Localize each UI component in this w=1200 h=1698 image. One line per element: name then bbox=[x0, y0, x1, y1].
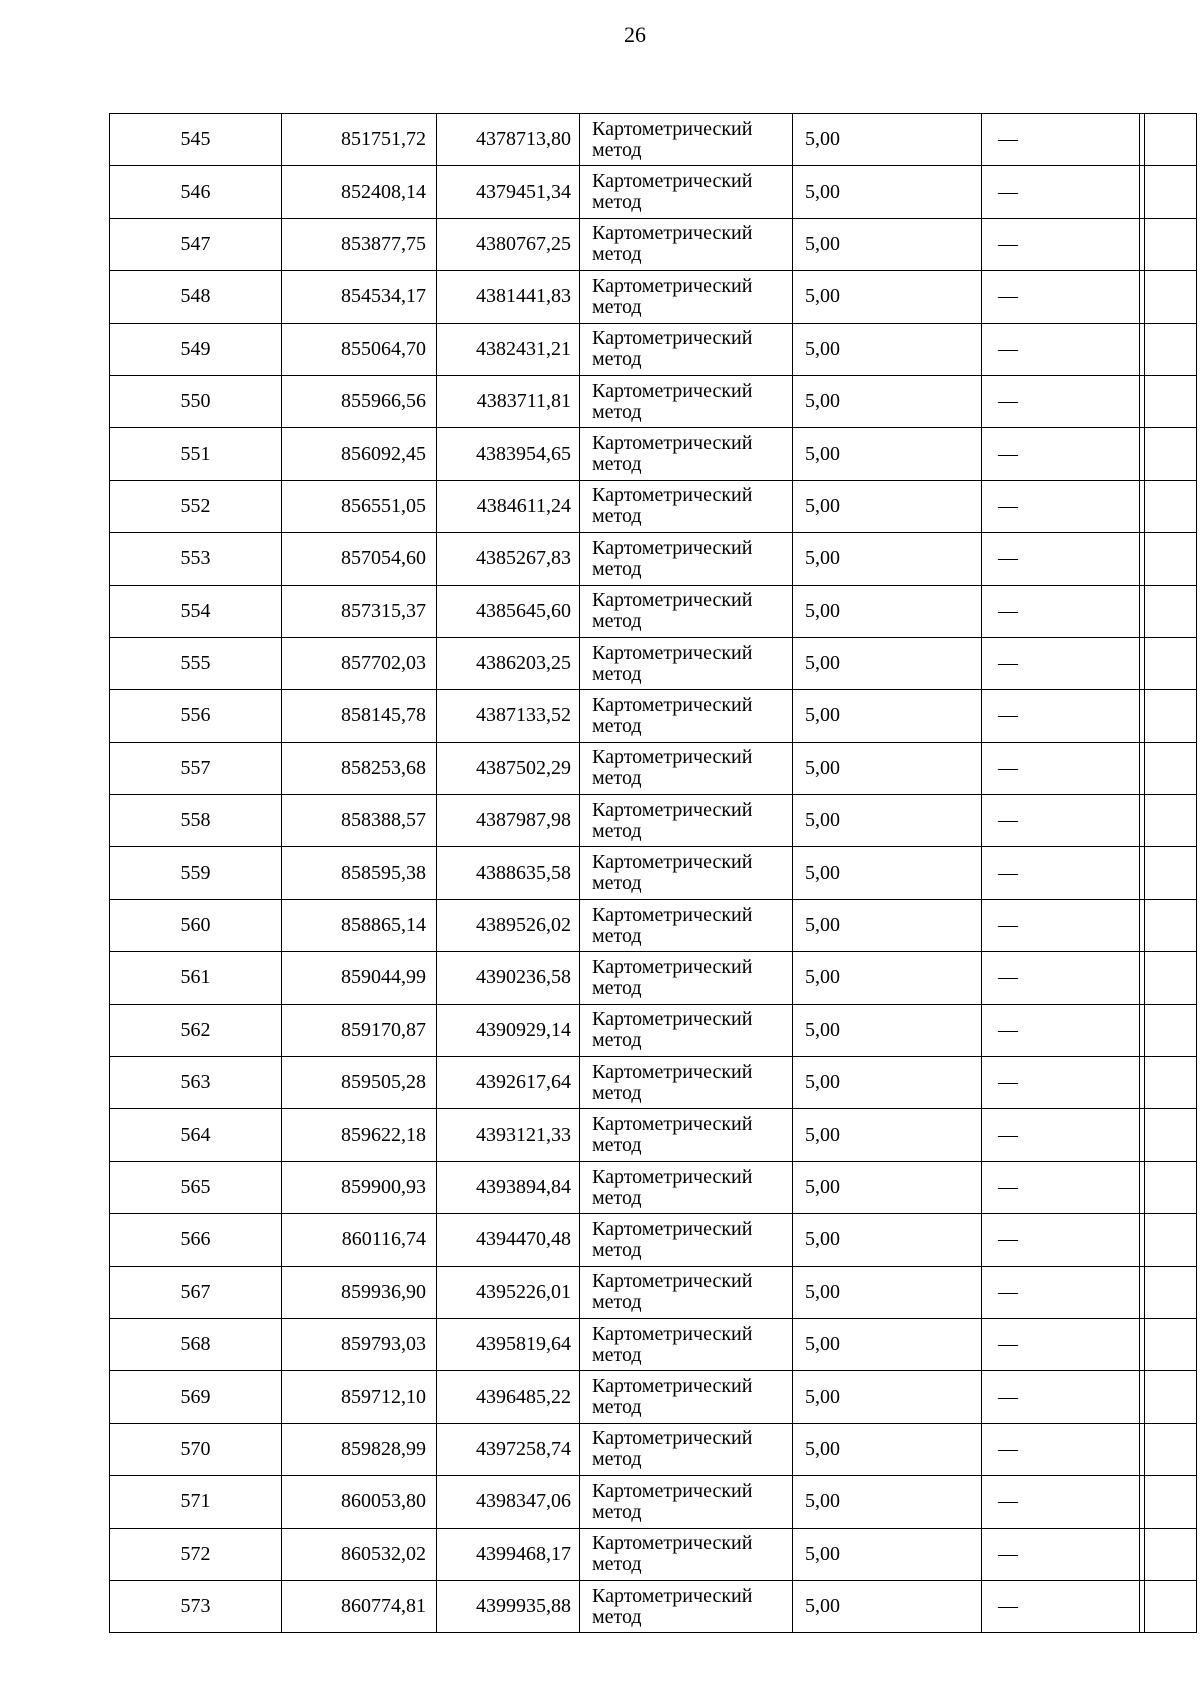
y-coordinate-cell: 4390929,14 bbox=[437, 1004, 580, 1056]
point-number-cell: 553 bbox=[110, 533, 282, 585]
x-coordinate-cell: 856092,45 bbox=[282, 428, 437, 480]
table-row bbox=[110, 952, 1197, 1004]
table-row bbox=[110, 428, 1197, 480]
point-number-cell: 559 bbox=[110, 847, 282, 899]
accuracy-cell: 5,00 bbox=[793, 375, 982, 427]
description-cell: — bbox=[982, 1214, 1197, 1266]
x-coordinate-cell: 857315,37 bbox=[282, 585, 437, 637]
description-cell: — bbox=[982, 166, 1197, 218]
point-number-cell: 573 bbox=[110, 1580, 282, 1632]
accuracy-cell: 5,00 bbox=[793, 323, 982, 375]
method-line-1: Картометрический bbox=[592, 1532, 753, 1555]
method-line-1: Картометрический bbox=[592, 641, 753, 664]
point-number-cell: 561 bbox=[110, 952, 282, 1004]
y-coordinate-cell: 4395226,01 bbox=[437, 1266, 580, 1318]
method-line-2: метод bbox=[592, 1396, 642, 1419]
accuracy-cell: 5,00 bbox=[793, 533, 982, 585]
method-line-1: Картометрический bbox=[592, 117, 753, 140]
y-coordinate-cell: 4397258,74 bbox=[437, 1423, 580, 1475]
accuracy-cell: 5,00 bbox=[793, 1214, 982, 1266]
accuracy-cell: 5,00 bbox=[793, 1266, 982, 1318]
description-cell: — bbox=[982, 375, 1197, 427]
point-number-cell: 563 bbox=[110, 1057, 282, 1109]
table-row bbox=[110, 637, 1197, 689]
method-cell bbox=[580, 323, 793, 375]
description-cell: — bbox=[982, 323, 1197, 375]
method-cell bbox=[580, 1371, 793, 1423]
x-coordinate-cell: 855966,56 bbox=[282, 375, 437, 427]
accuracy-cell: 5,00 bbox=[793, 847, 982, 899]
method-line-1: Картометрический bbox=[592, 1113, 753, 1136]
method-cell bbox=[580, 585, 793, 637]
description-cell: — bbox=[982, 1528, 1197, 1580]
method-cell bbox=[580, 271, 793, 323]
coordinates-table bbox=[109, 113, 1197, 1633]
method-line-2: метод bbox=[592, 767, 642, 790]
accuracy-cell: 5,00 bbox=[793, 899, 982, 951]
method-line-2: метод bbox=[592, 453, 642, 476]
method-line-2: метод bbox=[592, 505, 642, 528]
method-line-1: Картометрический bbox=[592, 1322, 753, 1345]
method-line-1: Картометрический bbox=[592, 589, 753, 612]
method-line-1: Картометрический bbox=[592, 274, 753, 297]
x-coordinate-cell: 858253,68 bbox=[282, 742, 437, 794]
method-line-1: Картометрический bbox=[592, 1165, 753, 1188]
x-coordinate-cell: 859712,10 bbox=[282, 1371, 437, 1423]
point-number-cell: 570 bbox=[110, 1423, 282, 1475]
description-cell: — bbox=[982, 533, 1197, 585]
y-coordinate-cell: 4399935,88 bbox=[437, 1580, 580, 1632]
y-coordinate-cell: 4385645,60 bbox=[437, 585, 580, 637]
method-cell bbox=[580, 533, 793, 585]
point-number-cell: 552 bbox=[110, 480, 282, 532]
description-cell: — bbox=[982, 428, 1197, 480]
method-line-2: метод bbox=[592, 348, 642, 371]
method-line-1: Картометрический bbox=[592, 1427, 753, 1450]
accuracy-cell: 5,00 bbox=[793, 585, 982, 637]
table-row bbox=[110, 742, 1197, 794]
y-coordinate-cell: 4379451,34 bbox=[437, 166, 580, 218]
method-line-1: Картометрический bbox=[592, 1008, 753, 1031]
accuracy-cell: 5,00 bbox=[793, 428, 982, 480]
table-row bbox=[110, 690, 1197, 742]
x-coordinate-cell: 859793,03 bbox=[282, 1318, 437, 1370]
accuracy-cell: 5,00 bbox=[793, 1057, 982, 1109]
point-number-cell: 565 bbox=[110, 1161, 282, 1213]
y-coordinate-cell: 4383711,81 bbox=[437, 375, 580, 427]
point-number-cell: 560 bbox=[110, 899, 282, 951]
y-coordinate-cell: 4390236,58 bbox=[437, 952, 580, 1004]
x-coordinate-cell: 857702,03 bbox=[282, 637, 437, 689]
accuracy-cell: 5,00 bbox=[793, 480, 982, 532]
table-row bbox=[110, 166, 1197, 218]
method-line-2: метод bbox=[592, 819, 642, 842]
method-cell bbox=[580, 637, 793, 689]
method-line-2: метод bbox=[592, 1134, 642, 1157]
accuracy-cell: 5,00 bbox=[793, 637, 982, 689]
description-cell: — bbox=[982, 1004, 1197, 1056]
method-line-1: Картометрический bbox=[592, 798, 753, 821]
description-cell: — bbox=[982, 1423, 1197, 1475]
table-row bbox=[110, 1318, 1197, 1370]
table-row bbox=[110, 1423, 1197, 1475]
description-cell: — bbox=[982, 795, 1197, 847]
method-line-2: метод bbox=[592, 662, 642, 685]
description-cell: — bbox=[982, 114, 1197, 166]
accuracy-cell: 5,00 bbox=[793, 1476, 982, 1528]
table-row bbox=[110, 1109, 1197, 1161]
method-line-2: метод bbox=[592, 1291, 642, 1314]
x-coordinate-cell: 853877,75 bbox=[282, 218, 437, 270]
method-line-2: метод bbox=[592, 976, 642, 999]
y-coordinate-cell: 4389526,02 bbox=[437, 899, 580, 951]
y-coordinate-cell: 4384611,24 bbox=[437, 480, 580, 532]
method-line-1: Картометрический bbox=[592, 327, 753, 350]
table-double-border bbox=[1139, 113, 1145, 1633]
x-coordinate-cell: 857054,60 bbox=[282, 533, 437, 585]
description-cell: — bbox=[982, 637, 1197, 689]
method-line-1: Картометрический bbox=[592, 693, 753, 716]
method-line-1: Картометрический bbox=[592, 379, 753, 402]
method-line-2: метод bbox=[592, 1553, 642, 1576]
method-cell bbox=[580, 1161, 793, 1213]
y-coordinate-cell: 4393894,84 bbox=[437, 1161, 580, 1213]
table-row bbox=[110, 1476, 1197, 1528]
method-line-1: Картометрический bbox=[592, 432, 753, 455]
x-coordinate-cell: 855064,70 bbox=[282, 323, 437, 375]
method-cell bbox=[580, 114, 793, 166]
method-cell bbox=[580, 1266, 793, 1318]
x-coordinate-cell: 858388,57 bbox=[282, 795, 437, 847]
y-coordinate-cell: 4396485,22 bbox=[437, 1371, 580, 1423]
method-cell bbox=[580, 166, 793, 218]
table-row bbox=[110, 1161, 1197, 1213]
point-number-cell: 556 bbox=[110, 690, 282, 742]
description-cell: — bbox=[982, 847, 1197, 899]
x-coordinate-cell: 859900,93 bbox=[282, 1161, 437, 1213]
method-line-1: Картометрический bbox=[592, 746, 753, 769]
y-coordinate-cell: 4394470,48 bbox=[437, 1214, 580, 1266]
method-cell bbox=[580, 742, 793, 794]
description-cell: — bbox=[982, 480, 1197, 532]
point-number-cell: 572 bbox=[110, 1528, 282, 1580]
description-cell: — bbox=[982, 1476, 1197, 1528]
x-coordinate-cell: 859044,99 bbox=[282, 952, 437, 1004]
method-line-1: Картометрический bbox=[592, 170, 753, 193]
x-coordinate-cell: 854534,17 bbox=[282, 271, 437, 323]
point-number-cell: 569 bbox=[110, 1371, 282, 1423]
x-coordinate-cell: 858145,78 bbox=[282, 690, 437, 742]
method-cell bbox=[580, 899, 793, 951]
method-line-2: метод bbox=[592, 557, 642, 580]
accuracy-cell: 5,00 bbox=[793, 795, 982, 847]
table-row bbox=[110, 1214, 1197, 1266]
accuracy-cell: 5,00 bbox=[793, 1004, 982, 1056]
method-line-2: метод bbox=[592, 714, 642, 737]
method-line-2: метод bbox=[592, 1343, 642, 1366]
point-number-cell: 548 bbox=[110, 271, 282, 323]
method-line-2: метод bbox=[592, 1500, 642, 1523]
x-coordinate-cell: 860053,80 bbox=[282, 1476, 437, 1528]
table-row bbox=[110, 480, 1197, 532]
y-coordinate-cell: 4382431,21 bbox=[437, 323, 580, 375]
method-cell bbox=[580, 1109, 793, 1161]
accuracy-cell: 5,00 bbox=[793, 114, 982, 166]
description-cell: — bbox=[982, 271, 1197, 323]
method-line-2: метод bbox=[592, 1081, 642, 1104]
method-cell bbox=[580, 1476, 793, 1528]
accuracy-cell: 5,00 bbox=[793, 218, 982, 270]
table-row bbox=[110, 1580, 1197, 1632]
method-line-1: Картометрический bbox=[592, 484, 753, 507]
method-line-2: метод bbox=[592, 924, 642, 947]
description-cell: — bbox=[982, 899, 1197, 951]
table-row bbox=[110, 218, 1197, 270]
method-line-2: метод bbox=[592, 610, 642, 633]
point-number-cell: 567 bbox=[110, 1266, 282, 1318]
method-cell bbox=[580, 1423, 793, 1475]
description-cell: — bbox=[982, 742, 1197, 794]
y-coordinate-cell: 4393121,33 bbox=[437, 1109, 580, 1161]
x-coordinate-cell: 859622,18 bbox=[282, 1109, 437, 1161]
y-coordinate-cell: 4378713,80 bbox=[437, 114, 580, 166]
description-cell: — bbox=[982, 1580, 1197, 1632]
accuracy-cell: 5,00 bbox=[793, 271, 982, 323]
method-cell bbox=[580, 375, 793, 427]
method-line-1: Картометрический bbox=[592, 1375, 753, 1398]
y-coordinate-cell: 4387987,98 bbox=[437, 795, 580, 847]
x-coordinate-cell: 859170,87 bbox=[282, 1004, 437, 1056]
method-line-1: Картометрический bbox=[592, 1217, 753, 1240]
method-line-2: метод bbox=[592, 243, 642, 266]
point-number-cell: 566 bbox=[110, 1214, 282, 1266]
y-coordinate-cell: 4381441,83 bbox=[437, 271, 580, 323]
y-coordinate-cell: 4395819,64 bbox=[437, 1318, 580, 1370]
description-cell: — bbox=[982, 1318, 1197, 1370]
method-line-1: Картометрический bbox=[592, 1270, 753, 1293]
method-line-2: метод bbox=[592, 1238, 642, 1261]
method-line-2: метод bbox=[592, 1448, 642, 1471]
y-coordinate-cell: 4398347,06 bbox=[437, 1476, 580, 1528]
method-line-2: метод bbox=[592, 1186, 642, 1209]
method-line-1: Картометрический bbox=[592, 851, 753, 874]
accuracy-cell: 5,00 bbox=[793, 1371, 982, 1423]
accuracy-cell: 5,00 bbox=[793, 1161, 982, 1213]
description-cell: — bbox=[982, 1057, 1197, 1109]
description-cell: — bbox=[982, 1109, 1197, 1161]
x-coordinate-cell: 859936,90 bbox=[282, 1266, 437, 1318]
table-row bbox=[110, 323, 1197, 375]
method-cell bbox=[580, 952, 793, 1004]
y-coordinate-cell: 4383954,65 bbox=[437, 428, 580, 480]
method-line-2: метод bbox=[592, 191, 642, 214]
point-number-cell: 550 bbox=[110, 375, 282, 427]
method-line-1: Картометрический bbox=[592, 903, 753, 926]
method-cell bbox=[580, 847, 793, 899]
x-coordinate-cell: 859505,28 bbox=[282, 1057, 437, 1109]
accuracy-cell: 5,00 bbox=[793, 690, 982, 742]
method-cell bbox=[580, 428, 793, 480]
table-body bbox=[110, 114, 1197, 1633]
y-coordinate-cell: 4387502,29 bbox=[437, 742, 580, 794]
method-cell bbox=[580, 690, 793, 742]
table-row bbox=[110, 1371, 1197, 1423]
accuracy-cell: 5,00 bbox=[793, 166, 982, 218]
x-coordinate-cell: 860116,74 bbox=[282, 1214, 437, 1266]
point-number-cell: 558 bbox=[110, 795, 282, 847]
x-coordinate-cell: 860532,02 bbox=[282, 1528, 437, 1580]
description-cell: — bbox=[982, 952, 1197, 1004]
method-line-2: метод bbox=[592, 1029, 642, 1052]
y-coordinate-cell: 4392617,64 bbox=[437, 1057, 580, 1109]
method-cell bbox=[580, 1004, 793, 1056]
method-cell bbox=[580, 480, 793, 532]
y-coordinate-cell: 4388635,58 bbox=[437, 847, 580, 899]
method-line-1: Картометрический bbox=[592, 536, 753, 559]
point-number-cell: 551 bbox=[110, 428, 282, 480]
x-coordinate-cell: 858865,14 bbox=[282, 899, 437, 951]
point-number-cell: 557 bbox=[110, 742, 282, 794]
accuracy-cell: 5,00 bbox=[793, 1423, 982, 1475]
table-row bbox=[110, 271, 1197, 323]
point-number-cell: 555 bbox=[110, 637, 282, 689]
method-line-2: метод bbox=[592, 400, 642, 423]
method-cell bbox=[580, 218, 793, 270]
table-row bbox=[110, 533, 1197, 585]
coordinates-table-wrap bbox=[109, 113, 1145, 1633]
method-line-1: Картометрический bbox=[592, 1060, 753, 1083]
method-cell bbox=[580, 795, 793, 847]
point-number-cell: 554 bbox=[110, 585, 282, 637]
point-number-cell: 547 bbox=[110, 218, 282, 270]
point-number-cell: 568 bbox=[110, 1318, 282, 1370]
table-row bbox=[110, 1528, 1197, 1580]
method-line-2: метод bbox=[592, 872, 642, 895]
method-line-2: метод bbox=[592, 295, 642, 318]
method-cell bbox=[580, 1528, 793, 1580]
accuracy-cell: 5,00 bbox=[793, 1109, 982, 1161]
point-number-cell: 546 bbox=[110, 166, 282, 218]
method-line-2: метод bbox=[592, 138, 642, 161]
method-cell bbox=[580, 1214, 793, 1266]
table-row bbox=[110, 899, 1197, 951]
description-cell: — bbox=[982, 1371, 1197, 1423]
description-cell: — bbox=[982, 1161, 1197, 1213]
accuracy-cell: 5,00 bbox=[793, 1528, 982, 1580]
y-coordinate-cell: 4385267,83 bbox=[437, 533, 580, 585]
table-row bbox=[110, 795, 1197, 847]
accuracy-cell: 5,00 bbox=[793, 742, 982, 794]
table-row bbox=[110, 1057, 1197, 1109]
table-row bbox=[110, 847, 1197, 899]
description-cell: — bbox=[982, 218, 1197, 270]
method-cell bbox=[580, 1318, 793, 1370]
x-coordinate-cell: 851751,72 bbox=[282, 114, 437, 166]
method-line-1: Картометрический bbox=[592, 1479, 753, 1502]
method-cell bbox=[580, 1057, 793, 1109]
description-cell: — bbox=[982, 585, 1197, 637]
y-coordinate-cell: 4386203,25 bbox=[437, 637, 580, 689]
y-coordinate-cell: 4399468,17 bbox=[437, 1528, 580, 1580]
x-coordinate-cell: 852408,14 bbox=[282, 166, 437, 218]
accuracy-cell: 5,00 bbox=[793, 1318, 982, 1370]
y-coordinate-cell: 4380767,25 bbox=[437, 218, 580, 270]
table-row bbox=[110, 585, 1197, 637]
point-number-cell: 562 bbox=[110, 1004, 282, 1056]
x-coordinate-cell: 859828,99 bbox=[282, 1423, 437, 1475]
point-number-cell: 545 bbox=[110, 114, 282, 166]
method-cell bbox=[580, 1580, 793, 1632]
accuracy-cell: 5,00 bbox=[793, 952, 982, 1004]
method-line-1: Картометрический bbox=[592, 222, 753, 245]
x-coordinate-cell: 858595,38 bbox=[282, 847, 437, 899]
point-number-cell: 571 bbox=[110, 1476, 282, 1528]
description-cell: — bbox=[982, 690, 1197, 742]
page-number: 26 bbox=[624, 22, 646, 47]
x-coordinate-cell: 856551,05 bbox=[282, 480, 437, 532]
y-coordinate-cell: 4387133,52 bbox=[437, 690, 580, 742]
table-row bbox=[110, 1266, 1197, 1318]
description-cell: — bbox=[982, 1266, 1197, 1318]
method-line-1: Картометрический bbox=[592, 955, 753, 978]
point-number-cell: 549 bbox=[110, 323, 282, 375]
method-line-1: Картометрический bbox=[592, 1584, 753, 1607]
accuracy-cell: 5,00 bbox=[793, 1580, 982, 1632]
x-coordinate-cell: 860774,81 bbox=[282, 1580, 437, 1632]
point-number-cell: 564 bbox=[110, 1109, 282, 1161]
table-row bbox=[110, 375, 1197, 427]
table-row bbox=[110, 114, 1197, 166]
method-line-2: метод bbox=[592, 1605, 642, 1628]
table-row bbox=[110, 1004, 1197, 1056]
